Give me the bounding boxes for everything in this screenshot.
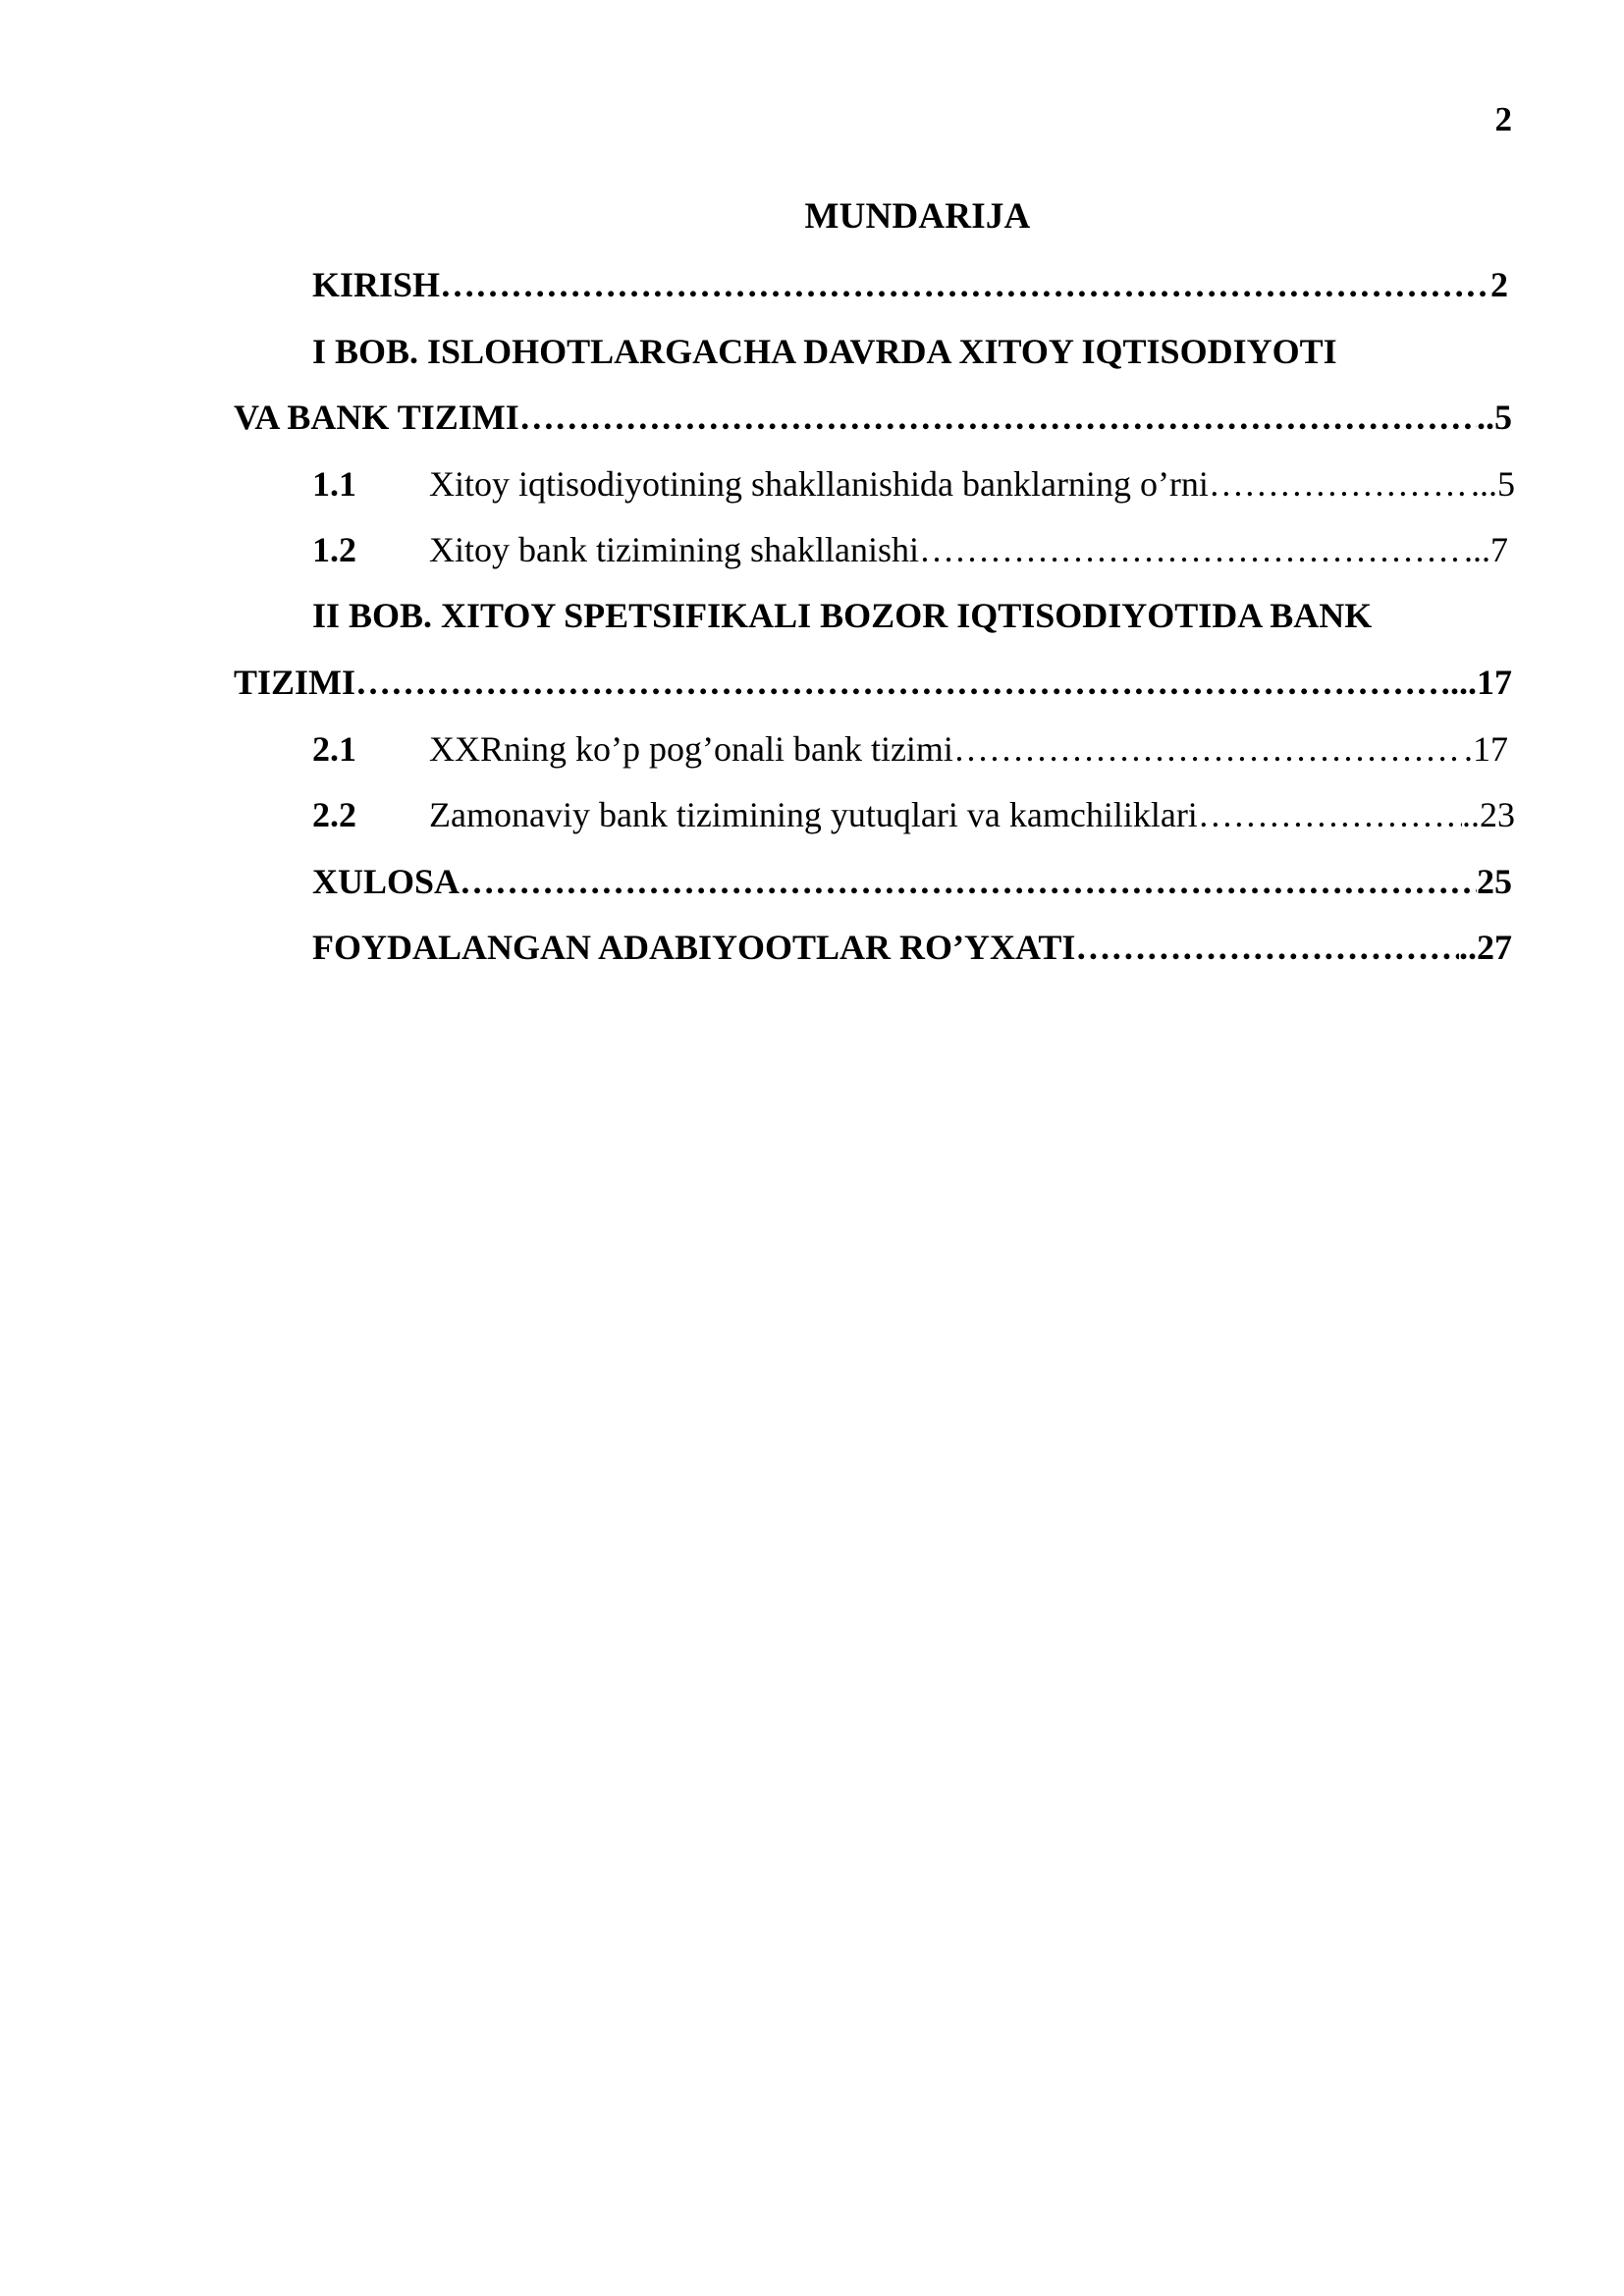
toc-entry-number: 2.1 (312, 729, 356, 769)
toc-dot-leader (355, 658, 1450, 707)
toc-entry-kirish[interactable] (312, 260, 1508, 309)
toc-entry-label: XULOSA (312, 862, 460, 901)
toc-chapter-2-heading[interactable] (312, 591, 1372, 640)
page-number: 2 (1494, 100, 1512, 138)
toc-entry-chapter-1[interactable] (234, 393, 1512, 442)
toc-entry-label: KIRISH (312, 265, 441, 304)
toc-entry-label: FOYDALANGAN ADABIYOOTLAR RO’YXATI (312, 928, 1076, 967)
toc-entry-page: ..27 (1459, 928, 1512, 967)
toc-entry-label: Xitoy iqtisodiyotining shakllanishida banklarning o’rni (429, 464, 1209, 504)
toc-entry-page: .17 (1464, 729, 1508, 769)
toc-dot-leader (953, 724, 1464, 774)
toc-entry-page: 25 (1477, 862, 1512, 901)
toc-dot-leader (1209, 459, 1471, 508)
toc-entry-page: ..23 (1462, 795, 1515, 834)
toc-chapter-1-line1: I BOB. ISLOHOTLARGACHA DAVRDA XITOY IQTISODIYOTI (312, 332, 1337, 371)
toc-dot-leader (1198, 790, 1462, 839)
toc-dot-leader (519, 393, 1477, 442)
toc-title: MUNDARIJA (804, 196, 1031, 237)
toc-dot-leader (460, 857, 1477, 906)
toc-entry-number: 1.1 (312, 464, 356, 504)
toc-entry-page: ...7 (1464, 530, 1508, 569)
toc-entry-2-2[interactable] (312, 790, 1515, 839)
toc-entry-number: 1.2 (312, 530, 356, 569)
toc-entry-page: ...5 (1471, 464, 1515, 504)
toc-entry-2-1[interactable] (312, 724, 1508, 774)
toc-entry-1-2[interactable] (312, 525, 1508, 574)
toc-dot-leader (919, 525, 1464, 574)
toc-entry-label: Xitoy bank tizimining shakllanishi (429, 530, 919, 569)
toc-entry-chapter-2[interactable] (234, 658, 1512, 707)
toc-chapter-1-heading[interactable] (312, 327, 1337, 376)
toc-entry-label: VA BANK TIZIMI (234, 398, 519, 437)
toc-dot-leader (440, 260, 1490, 309)
toc-entry-bibliography[interactable] (312, 923, 1512, 972)
toc-chapter-2-line1: II BOB. XITOY SPETSIFIKALI BOZOR IQTISODIYOTIDA BANK (312, 596, 1373, 635)
toc-entry-number: 2.2 (312, 795, 356, 834)
toc-dot-leader (1075, 923, 1459, 972)
toc-entry-page: ...17 (1450, 663, 1512, 702)
toc-entry-label: Zamonaviy bank tizimining yutuqlari va kamchiliklari (429, 795, 1198, 834)
toc-entry-page: 2 (1490, 265, 1508, 304)
toc-entry-page: ..5 (1477, 398, 1512, 437)
toc-entry-xulosa[interactable] (312, 857, 1512, 906)
toc-entry-1-1[interactable] (312, 459, 1515, 508)
toc-entry-label: TIZIMI (234, 663, 356, 702)
toc-entry-label: XXRning ko’p pog’onali bank tizimi (429, 729, 953, 769)
